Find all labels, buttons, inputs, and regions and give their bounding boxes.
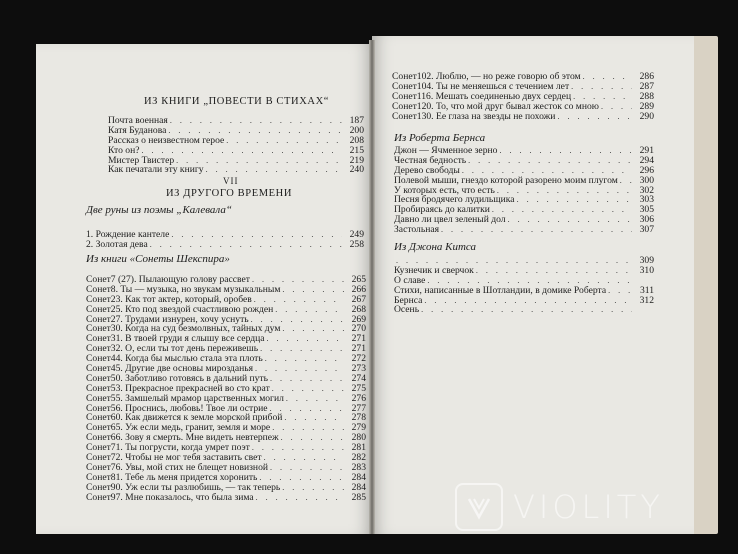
- toc-leader-dots: [284, 413, 344, 423]
- toc-entry-title: 90. Уж если ты разлюбишь, — так теперь: [110, 481, 281, 493]
- book-gutter: [369, 40, 375, 534]
- toc-leader-dots: [517, 195, 632, 205]
- toc-page-number: 281: [351, 442, 366, 454]
- toc-leader-dots: [282, 285, 344, 295]
- toc-page-number: 290: [639, 110, 654, 122]
- toc-leader-dots: [601, 102, 632, 112]
- toc-leader-dots: [170, 116, 342, 126]
- toc-leader-dots: [265, 354, 344, 364]
- watermark-text: VIOLITY: [513, 488, 664, 526]
- toc-burns: [394, 146, 654, 235]
- sonnet-label: Сонет: [86, 283, 111, 295]
- toc-entry-title: О славе: [394, 274, 426, 286]
- left-page: [36, 44, 372, 534]
- toc-page-number: 200: [349, 124, 364, 136]
- toc-page-number: 219: [349, 154, 364, 166]
- toc-leader-dots: [476, 266, 632, 276]
- toc-entry-title: 71. Ты погрусти, когда умрет поэт: [110, 442, 250, 454]
- toc-entry-title: Бернса: [394, 294, 423, 306]
- toc-entry-title: Катя Буданова: [108, 124, 167, 136]
- sonnet-label: Сонет: [86, 402, 111, 414]
- toc-entry-title: 76. Увы, мой стих не блещет новизной: [110, 461, 268, 473]
- toc-page-number: 310: [639, 264, 654, 276]
- toc-page-number: 265: [351, 274, 366, 285]
- toc-entry-title: 65. Уж если медь, гранит, земля и море: [110, 422, 271, 434]
- toc-page-number: 271: [351, 343, 366, 355]
- sonnet-label: Сонет: [86, 442, 111, 454]
- toc-page-number: 266: [351, 283, 366, 295]
- toc-page-number: 282: [351, 452, 366, 464]
- sonnet-label: Сонет: [86, 452, 111, 464]
- toc-leader-dots: [150, 240, 342, 250]
- toc-kalevala: [86, 230, 364, 250]
- toc-page-number: 312: [639, 294, 654, 306]
- toc-page-number: 288: [639, 90, 654, 102]
- toc-leader-dots: [272, 423, 344, 433]
- toc-entry-title: 1. Рождение кантеле: [86, 229, 170, 240]
- toc-entry: [108, 165, 364, 175]
- toc-page-number: 279: [351, 422, 366, 434]
- toc-page-number: 307: [639, 224, 654, 236]
- toc-sonnets-right: [392, 72, 654, 121]
- toc-page-number: 300: [639, 174, 654, 186]
- toc-entry-title: Давно ли цвел зеленый дол: [394, 214, 506, 226]
- sonnet-label: Сонет: [86, 293, 111, 305]
- toc-entry: [394, 266, 654, 276]
- toc-leader-dots: [468, 156, 632, 166]
- toc-entry: [86, 240, 364, 250]
- toc-entry-title: 45. Другие две основы мирозданья: [110, 363, 253, 375]
- toc-leader-dots: [171, 230, 342, 240]
- toc-entry-title: 116. Мешать соединенью двух сердец: [416, 90, 572, 102]
- toc-page-number: 303: [639, 194, 654, 206]
- toc-page-number: 269: [351, 313, 366, 325]
- sonnet-label: Сонет: [86, 422, 111, 434]
- toc-entry-title: 50. Заботливо готовясь в дальний путь: [110, 372, 269, 384]
- toc-leader-dots: [620, 176, 632, 186]
- toc-povesti: [108, 116, 364, 175]
- subtitle-shakespeare: Из книги «Сонеты Шекспира»: [86, 253, 230, 265]
- toc-sonnets-left: [86, 275, 366, 502]
- sonnet-label: Сонет: [86, 372, 111, 384]
- toc-page-number: 306: [639, 214, 654, 226]
- toc-leader-dots: [441, 225, 632, 235]
- toc-entry-title: 53. Прекрасное прекрасней во сто крат: [110, 382, 270, 394]
- section-title-povesti: ИЗ КНИГИ „ПОВЕСТИ В СТИХАХ“: [144, 96, 330, 107]
- toc-page-number: 291: [639, 145, 654, 156]
- toc-page-number: 270: [351, 323, 366, 335]
- sonnet-label: Сонет: [86, 412, 111, 424]
- toc-entry-title: 23. Как тот актер, который, оробев: [110, 293, 252, 305]
- watermark: [455, 482, 720, 532]
- toc-entry-title: Рассказ о неизвестном герое: [108, 134, 225, 146]
- toc-page-number: 302: [639, 184, 654, 196]
- toc-page-number: 272: [351, 353, 366, 365]
- toc-leader-dots: [255, 364, 344, 374]
- subtitle-burns: Из Роберта Бернса: [394, 132, 486, 144]
- sonnet-label: Сонет: [86, 303, 111, 315]
- sonnet-label: Сонет: [86, 274, 111, 285]
- toc-entry: [108, 136, 364, 146]
- toc-entry-title: Честная бедность: [394, 154, 467, 166]
- violity-logo-icon: [455, 483, 503, 531]
- toc-page-number: 278: [351, 412, 366, 424]
- toc-entry-title: 8. Ты — музыка, но звукам музыкальным: [110, 283, 281, 295]
- toc-leader-dots: [260, 344, 344, 354]
- toc-page-number: 296: [639, 164, 654, 176]
- toc-page-number: 273: [351, 363, 366, 375]
- toc-entry-title: Дерево свободы: [394, 164, 460, 176]
- toc-entry-title: 25. Кто под звездой счастливою рожден: [110, 303, 274, 315]
- sonnet-label: Сонет: [86, 353, 111, 365]
- toc-leader-dots: [424, 296, 632, 306]
- toc-page-number: 285: [351, 491, 366, 503]
- toc-keats: [394, 256, 654, 315]
- toc-page-number: 249: [349, 229, 364, 240]
- toc-page-number: 280: [351, 432, 366, 444]
- sonnet-label: Сонет: [392, 71, 417, 82]
- right-page: [372, 36, 694, 534]
- toc-leader-dots: [206, 165, 342, 175]
- toc-entry: [394, 305, 654, 315]
- toc-leader-dots: [421, 305, 632, 315]
- toc-entry-title: Как печатали эту книгу: [108, 164, 204, 176]
- toc-page-number: 271: [351, 333, 366, 345]
- sonnet-label: Сонет: [392, 100, 417, 112]
- toc-leader-dots: [499, 146, 632, 156]
- toc-entry-title: Полевой мыши, гнездо которой разорено моим плугом: [394, 174, 618, 186]
- toc-page-number: 276: [351, 392, 366, 404]
- toc-page-number: 286: [639, 71, 654, 82]
- toc-entry-title: Песня бродячего лудильщика: [394, 194, 515, 206]
- toc-entry-title: 56. Проснись, любовь! Твое ли острие: [110, 402, 268, 414]
- toc-page-number: 240: [349, 164, 364, 176]
- sonnet-label: Сонет: [86, 363, 111, 375]
- sonnet-label: Сонет: [392, 80, 417, 92]
- toc-page-number: 215: [349, 144, 364, 156]
- toc-page-number: 275: [351, 382, 366, 394]
- toc-leader-dots: [508, 215, 632, 225]
- toc-page-number: 294: [639, 154, 654, 166]
- toc-entry-title: 7 (27). Пылающую голову рассвет: [110, 274, 250, 285]
- toc-page-number: 284: [351, 471, 366, 483]
- sonnet-label: Сонет: [392, 110, 417, 122]
- toc-leader-dots: [256, 493, 344, 503]
- toc-entry-title: Застольная: [394, 224, 440, 236]
- toc-leader-dots: [608, 286, 632, 296]
- toc-page-number: 274: [351, 372, 366, 384]
- sonnet-label: Сонет: [86, 392, 111, 404]
- sonnet-label: Сонет: [86, 432, 111, 444]
- toc-entry-title: 32. О, если ты тот день переживешь: [110, 343, 259, 355]
- toc-entry-title: 130. Ее глаза на звезды не похожи: [416, 110, 556, 122]
- toc-leader-dots: [492, 205, 632, 215]
- toc-entry-title: Мистер Твистер: [108, 154, 175, 166]
- toc-entry-title: 27. Трудами изнурен, хочу уснуть: [110, 313, 249, 325]
- toc-page-number: 208: [349, 134, 364, 146]
- toc-entry-title: 60. Как движется к земле морской прибой: [110, 412, 283, 424]
- toc-entry-title: Осень: [394, 304, 420, 316]
- toc-entry-title: 66. Зову я смерть. Мне видеть невтерпеж: [110, 432, 279, 444]
- sonnet-label: Сонет: [86, 313, 111, 325]
- toc-entry-title: 2. Золотая дева: [86, 238, 148, 250]
- toc-entry: [394, 296, 654, 306]
- toc-leader-dots: [571, 82, 632, 92]
- toc-page-number: 284: [351, 481, 366, 493]
- toc-entry: [394, 286, 654, 296]
- sonnet-label: Сонет: [86, 471, 111, 483]
- section-title-drugoe: ИЗ ДРУГОГО ВРЕМЕНИ: [166, 188, 293, 199]
- toc-leader-dots: [282, 483, 344, 493]
- toc-page-number: 267: [351, 293, 366, 305]
- toc-leader-dots: [252, 443, 344, 453]
- toc-entry-title: 81. Тебе ль меня придется хоронить: [110, 471, 258, 483]
- toc-page-number: 283: [351, 461, 366, 473]
- toc-leader-dots: [270, 374, 344, 384]
- toc-leader-dots: [270, 463, 344, 473]
- toc-entry: [394, 225, 654, 235]
- toc-entry-title: Пробираясь до калитки: [394, 204, 490, 216]
- toc-page-number: 305: [639, 204, 654, 216]
- toc-leader-dots: [275, 305, 344, 315]
- toc-entry: [86, 493, 366, 503]
- toc-entry-title: Стихи, написанные в Шотландии, в домике Роберта: [394, 284, 607, 296]
- toc-page-number: 258: [349, 238, 364, 250]
- section-number: VII: [223, 176, 239, 186]
- toc-entry-title: 31. В твоей груди я слышу все сердца: [110, 333, 265, 345]
- subtitle-kalevala: Две руны из поэмы „Калевала“: [86, 204, 232, 216]
- toc-entry-title: Почта военная: [108, 115, 168, 126]
- toc-entry-title: 72. Чтобы не мог тебя заставить свет: [110, 452, 262, 464]
- toc-entry-title: У которых есть, что есть: [394, 184, 495, 196]
- toc-entry-title: Джон — Ячменное зерно: [394, 145, 498, 156]
- toc-leader-dots: [497, 186, 632, 196]
- toc-entry-title: 55. Замшелый мрамор царственных могил: [110, 392, 284, 404]
- sonnet-label: Сонет: [86, 333, 111, 345]
- toc-page-number: 311: [639, 284, 654, 296]
- toc-entry-title: 30. Когда на суд безмолвных, тайных дум: [110, 323, 281, 335]
- toc-leader-dots: [583, 72, 632, 82]
- sonnet-label: Сонет: [86, 382, 111, 394]
- toc-page-number: 277: [351, 402, 366, 414]
- sonnet-label: Сонет: [392, 90, 417, 102]
- sonnet-label: Сонет: [86, 491, 111, 503]
- toc-page-number: 268: [351, 303, 366, 315]
- toc-page-number: 187: [349, 115, 364, 126]
- sonnet-label: Сонет: [86, 343, 111, 355]
- sonnet-label: Сонет: [86, 461, 111, 473]
- toc-entry-title: 97. Мне показалось, что была зима: [110, 491, 254, 503]
- toc-page-number: 287: [639, 80, 654, 92]
- subtitle-keats: Из Джона Китса: [394, 241, 476, 253]
- toc-entry-title: 102. Люблю, — но реже говорю об этом: [416, 71, 581, 82]
- toc-entry-title: Кто он?: [108, 144, 140, 156]
- toc-leader-dots: [282, 324, 344, 334]
- sonnet-label: Сонет: [86, 481, 111, 493]
- toc-leader-dots: [281, 433, 344, 443]
- toc-leader-dots: [226, 136, 342, 146]
- toc-page-number: 289: [639, 100, 654, 112]
- toc-entry-title: 44. Когда бы мыслью стала эта плоть: [110, 353, 263, 365]
- toc-leader-dots: [286, 394, 344, 404]
- toc-leader-dots: [267, 334, 344, 344]
- sonnet-label: Сонет: [86, 323, 111, 335]
- toc-entry-title: Кузнечик и сверчок: [394, 264, 474, 276]
- toc-leader-dots: [264, 453, 344, 463]
- toc-entry: [392, 112, 654, 122]
- toc-page-number: 309: [639, 255, 654, 266]
- toc-leader-dots: [557, 112, 632, 122]
- toc-entry-title: 104. Ты не меняешься с течением лет: [416, 80, 570, 92]
- toc-entry-title: 120. То, что мой друг бывал жесток со мною: [416, 100, 599, 112]
